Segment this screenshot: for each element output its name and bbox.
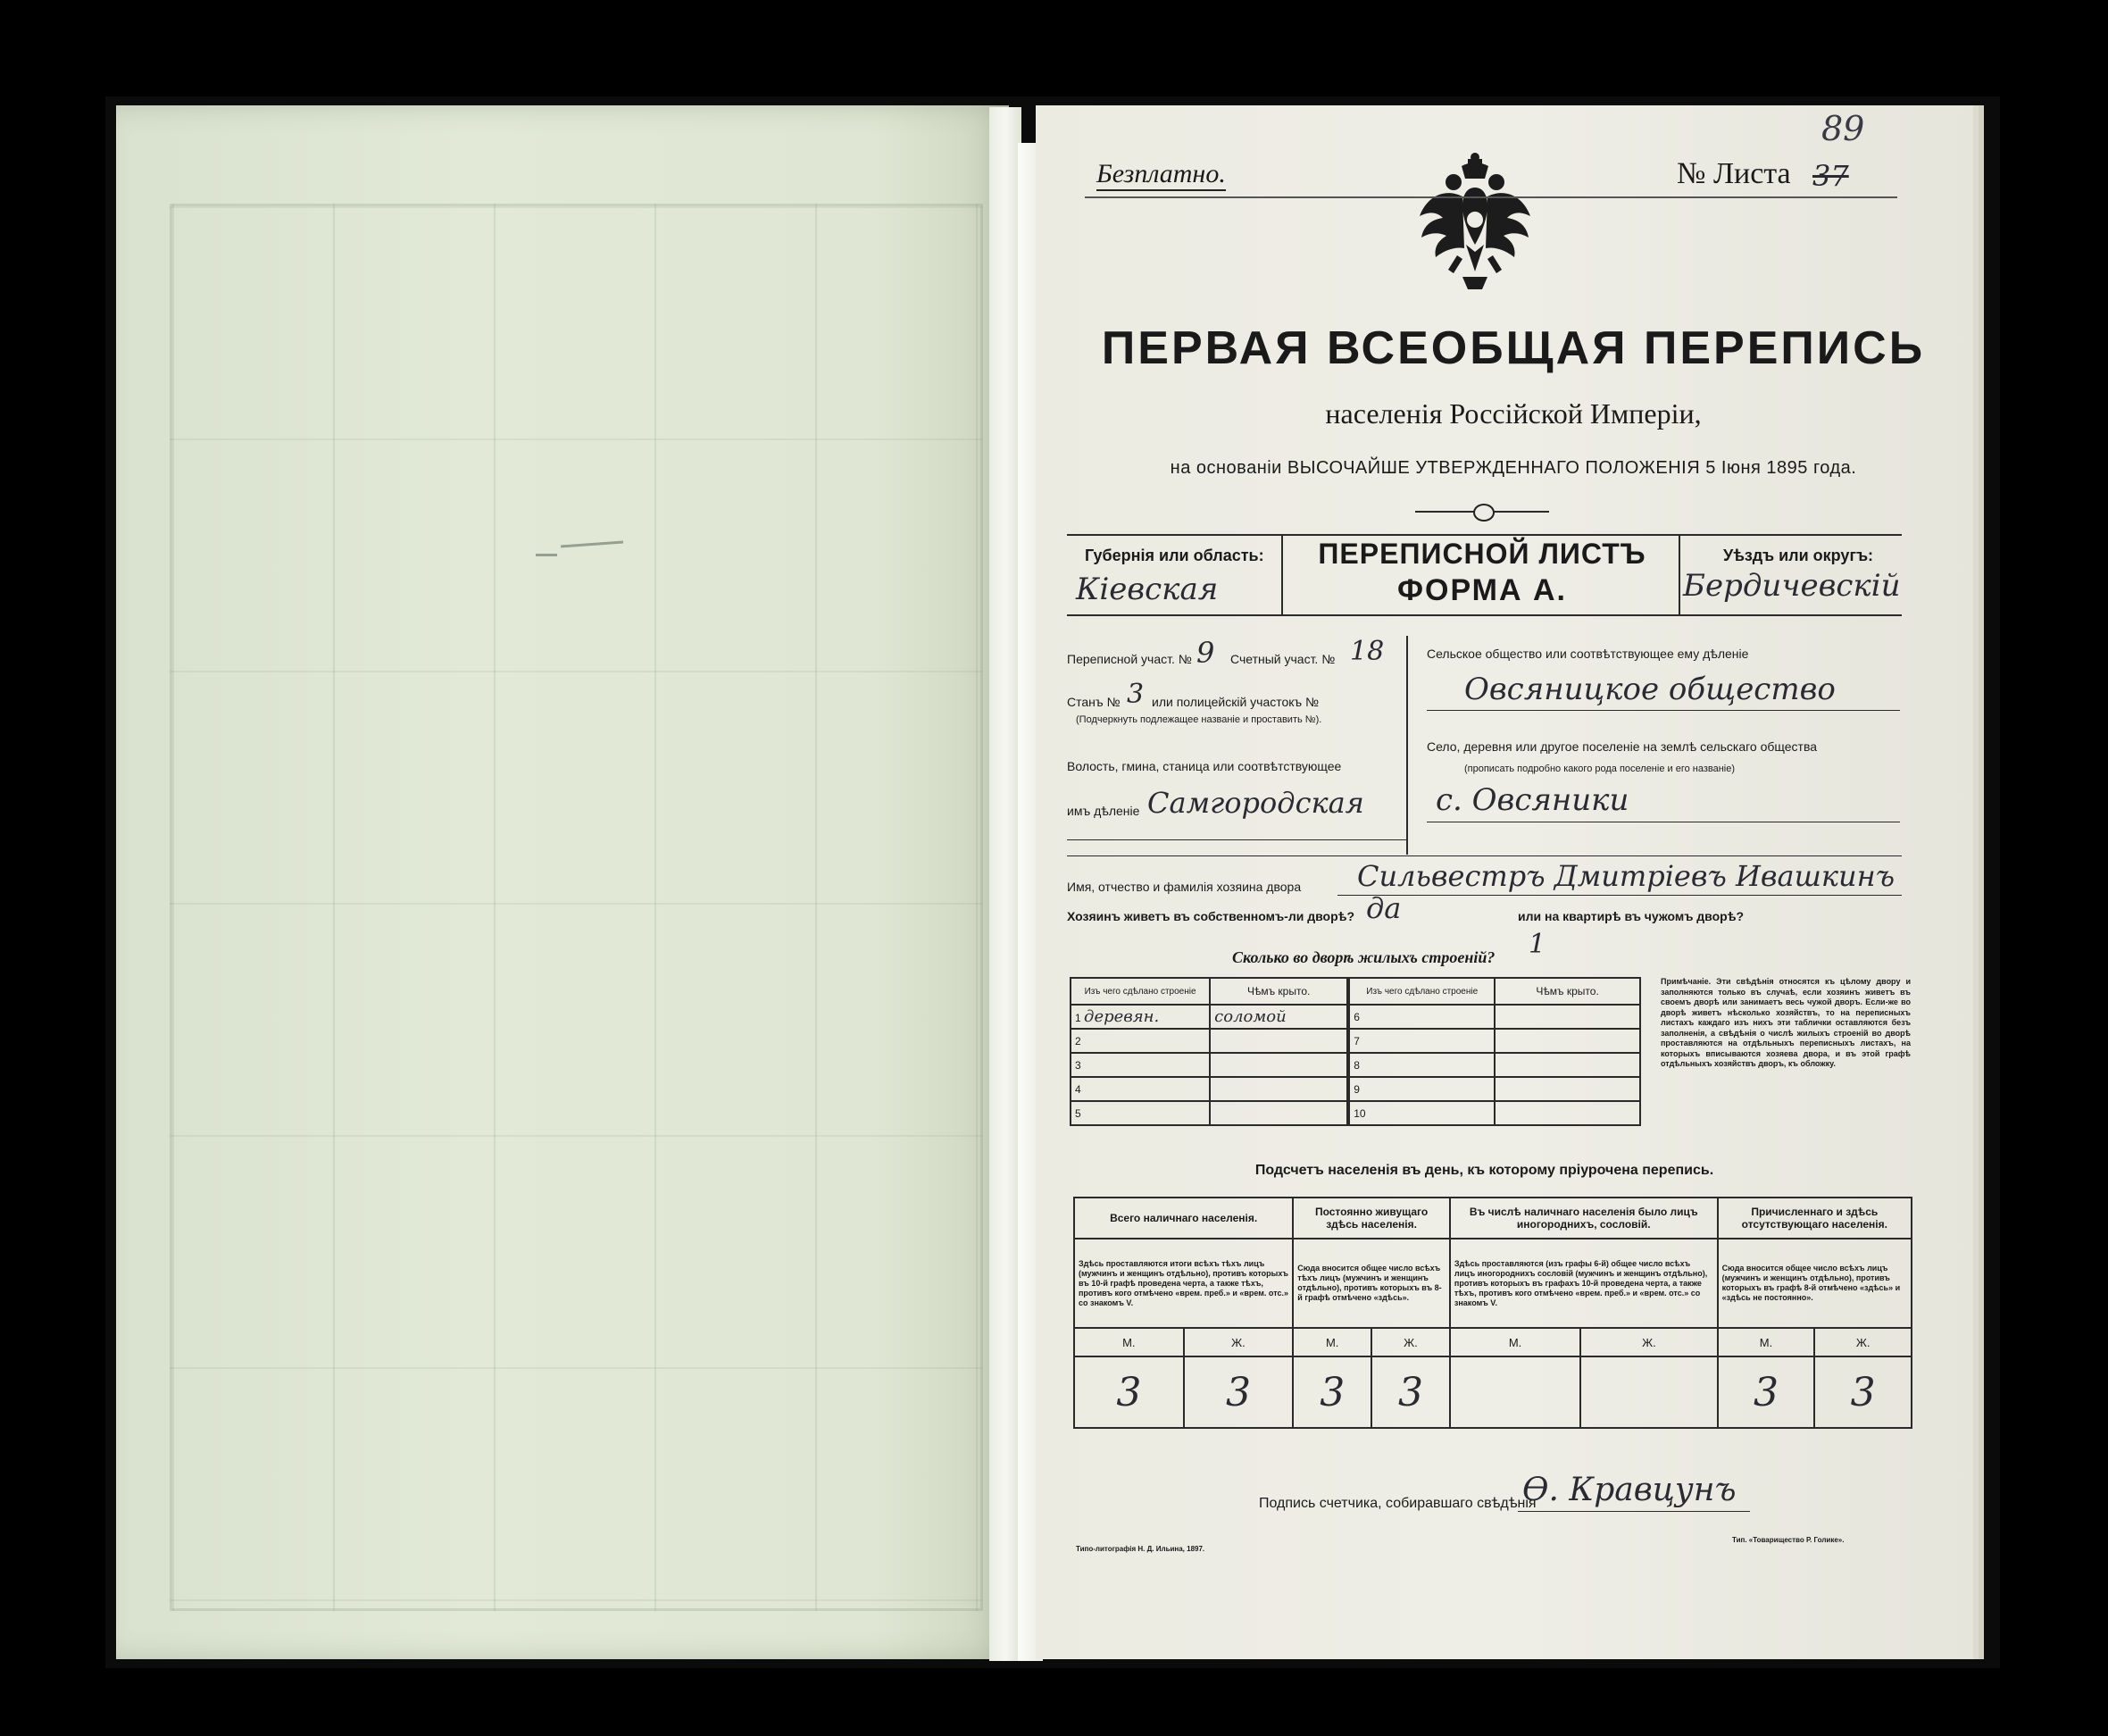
table-cell: 6 bbox=[1348, 1005, 1495, 1029]
volost-line bbox=[1067, 839, 1406, 840]
population-table bbox=[1073, 1197, 1912, 1429]
census-area-label: Переписной участ. № bbox=[1067, 652, 1192, 666]
male-header: М. bbox=[1450, 1328, 1580, 1356]
male-header: М. bbox=[1718, 1328, 1815, 1356]
village-note: (прописать подробно какого рода поселеніе и его названіе) bbox=[1464, 764, 1736, 774]
table-cell bbox=[1210, 1053, 1348, 1077]
form-box-bottom bbox=[1067, 614, 1902, 616]
table-cell: 5 bbox=[1071, 1101, 1210, 1125]
sheet-number-value: 89 bbox=[1821, 109, 1865, 148]
female-count: 3 bbox=[1814, 1356, 1912, 1428]
printer-imprint-left: Типо-литографія Н. Д. Ильина, 1897. bbox=[1076, 1545, 1205, 1553]
province-value: Кіевская bbox=[1076, 572, 1219, 607]
stan-note: (Подчеркнуть подлежащее названіе и проставить №). bbox=[1076, 714, 1322, 725]
group-header: Въ числѣ наличнаго населенія было лицъ иногороднихъ, сословій. bbox=[1450, 1198, 1718, 1239]
counting-area-label: Счетный участ. № bbox=[1230, 652, 1336, 666]
table-cell: соломой bbox=[1210, 1005, 1348, 1029]
table-cell bbox=[1495, 1029, 1640, 1053]
col-material-header-2: Изъ чего сдѣлано строеніе bbox=[1348, 978, 1495, 1005]
col-roof-header-2: Чѣмъ крыто. bbox=[1495, 978, 1640, 1005]
signature-line bbox=[1518, 1511, 1750, 1512]
table-cell: 9 bbox=[1348, 1077, 1495, 1101]
group-description: Сюда вносится общее число всѣхъ лицъ (мужчинъ и женщинъ отдѣльно), противъ которыхъ въ графѣ 8-й отмѣчено «здѣсь» и «здѣсь не постоянно». bbox=[1718, 1239, 1912, 1328]
double-headed-eagle-emblem bbox=[1412, 152, 1537, 304]
table-cell: 10 bbox=[1348, 1101, 1495, 1125]
census-area-value: 9 bbox=[1196, 636, 1215, 670]
census-basis: на основаніи ВЫСОЧАЙШЕ УТВЕРЖДЕННАГО ПОЛОЖЕНІЯ 5 Іюня 1895 года. bbox=[1170, 458, 1857, 478]
ornament bbox=[1473, 504, 1495, 522]
village-label: Село, деревня или другое поселеніе на землѣ сельскаго общества bbox=[1427, 739, 1818, 754]
buildings-table bbox=[1070, 977, 1641, 1126]
sheet-number-struck: 37 bbox=[1812, 159, 1849, 193]
table-cell bbox=[1495, 1053, 1640, 1077]
village-value: с. Овсяники bbox=[1436, 782, 1629, 818]
group-description: Здѣсь проставляются (изъ графы 6-й) общее число всѣхъ лицъ иногороднихъ сословій (мужчинъ и женщинъ отдѣльно), противъ которыхъ въ графахъ 10-й проведена черта, а также тѣхъ, противъ кого отмѣчено «врем. преб.» и «врем. отс.» со знакомъ V. bbox=[1450, 1239, 1718, 1328]
female-count: 3 bbox=[1371, 1356, 1450, 1428]
stan-label: Станъ № bbox=[1067, 695, 1121, 709]
group-header: Постоянно живущаго здѣсь населенія. bbox=[1293, 1198, 1450, 1239]
volost-label: Волость, гмина, станица или соотвѣтствующее bbox=[1067, 759, 1342, 773]
free-label: Безплатно. bbox=[1096, 159, 1226, 191]
male-header: М. bbox=[1074, 1328, 1184, 1356]
table-cell: 1 деревян. bbox=[1071, 1005, 1210, 1029]
owner-value: Сильвестръ Дмитріевъ Ивашкинъ bbox=[1357, 859, 1896, 893]
own-yard-label: Хозяинъ живетъ въ собственномъ-ли дворѣ? bbox=[1067, 909, 1355, 923]
counter-signature: Ѳ. Кравцунъ bbox=[1522, 1472, 1737, 1508]
stan-value: 3 bbox=[1127, 679, 1145, 710]
buildings-value: 1 bbox=[1529, 929, 1546, 960]
society-value: Овсяницкое общество bbox=[1464, 672, 1836, 707]
own-yard-value: да bbox=[1366, 891, 1402, 925]
table-cell: 7 bbox=[1348, 1029, 1495, 1053]
sheet-form-subtitle: ФОРМА А. bbox=[1396, 573, 1568, 607]
buildings-note: Примѣчаніе. Эти свѣдѣнія относятся къ цѣлому двору и заполняются только въ случаѣ, если хозяинъ живетъ въ своемъ дворѣ или занимаетъ весь чужой дворъ. Если-же во дворѣ живетъ нѣсколько хозяйствъ, то на переписныхъ листахъ каждаго изъ нихъ эти таблички оставляются безъ заполненія, а свѣдѣнія о числѣ жилыхъ строеній во дворѣ проставляются на отдѣльныхъ переписныхъ листахъ, на которыхъ вписываются хозяева двора, и въ этой графѣ отдѣльныхъ хозяйствъ дворъ, къ обложку. bbox=[1661, 977, 1911, 1068]
female-header: Ж. bbox=[1371, 1328, 1450, 1356]
col-material-header: Изъ чего сдѣлано строеніе bbox=[1071, 978, 1210, 1005]
census-title: ПЕРВАЯ ВСЕОБЩАЯ ПЕРЕПИСЬ bbox=[1101, 322, 1926, 374]
buildings-label: Сколько во дворѣ жилыхъ строеній? bbox=[1232, 948, 1496, 966]
volost-value: Самгородская bbox=[1147, 786, 1364, 820]
female-header: Ж. bbox=[1580, 1328, 1717, 1356]
male-count bbox=[1450, 1356, 1580, 1428]
form-box-divider bbox=[1281, 534, 1283, 616]
female-count bbox=[1580, 1356, 1717, 1428]
society-line bbox=[1427, 710, 1900, 711]
table-cell: 3 bbox=[1071, 1053, 1210, 1077]
volost-label-2: имъ дѣленіе bbox=[1067, 804, 1140, 818]
female-header: Ж. bbox=[1814, 1328, 1912, 1356]
gutter-strip bbox=[989, 107, 1021, 1661]
left-page bbox=[116, 105, 1009, 1659]
fields-rule bbox=[1067, 855, 1902, 856]
group-description: Сюда вносится общее число всѣхъ тѣхъ лицъ (мужчинъ и женщинъ отдѣльно), противъ которыхъ въ 8-й графѣ отмѣчено «здѣсь». bbox=[1293, 1239, 1450, 1328]
group-header: Всего наличнаго населенія. bbox=[1074, 1198, 1293, 1239]
owner-line bbox=[1337, 895, 1902, 896]
owner-label: Имя, отчество и фамилія хозяина двора bbox=[1067, 880, 1302, 894]
fields-divider bbox=[1406, 636, 1408, 855]
header-rule bbox=[1085, 196, 1897, 198]
table-cell bbox=[1495, 1077, 1640, 1101]
bleed-through-grid bbox=[170, 204, 983, 1611]
population-title: Подсчетъ населенія въ день, къ которому пріурочена перепись. bbox=[1254, 1163, 1714, 1178]
male-count: 3 bbox=[1718, 1356, 1815, 1428]
table-cell: 4 bbox=[1071, 1077, 1210, 1101]
col-roof-header: Чѣмъ крыто. bbox=[1210, 978, 1348, 1005]
stan-rest-label: или полицейскій участокъ № bbox=[1152, 695, 1320, 709]
female-count: 3 bbox=[1184, 1356, 1294, 1428]
district-value: Бердичевскій bbox=[1683, 568, 1901, 604]
printer-imprint-right: Тип. «Товарищество Р. Голике». bbox=[1732, 1536, 1845, 1544]
male-count: 3 bbox=[1074, 1356, 1184, 1428]
male-count: 3 bbox=[1293, 1356, 1371, 1428]
table-cell bbox=[1210, 1077, 1348, 1101]
census-subtitle: населенія Россійской Имперіи, bbox=[1325, 397, 1702, 430]
form-box-divider bbox=[1679, 534, 1680, 616]
table-cell bbox=[1210, 1029, 1348, 1053]
rented-label: или на квартирѣ въ чужомъ дворѣ? bbox=[1518, 909, 1745, 923]
group-description: Здѣсь проставляются итоги всѣхъ тѣхъ лицъ (мужчинъ и женщинъ отдѣльно), противъ которыхъ въ 10-й графѣ проведена черта, а также тѣхъ, противъ кого отмѣчено «врем. преб.» и «врем. отс.» со знакомъ V. bbox=[1074, 1239, 1293, 1328]
form-box-top bbox=[1067, 534, 1902, 536]
society-label: Сельское общество или соотвѣтствующее ему дѣленіе bbox=[1427, 647, 1749, 661]
counting-area-value: 18 bbox=[1350, 636, 1385, 667]
table-cell: 8 bbox=[1348, 1053, 1495, 1077]
district-label: Уѣздъ или округъ: bbox=[1723, 547, 1874, 564]
table-cell bbox=[1210, 1101, 1348, 1125]
ink-speck bbox=[536, 554, 557, 556]
table-cell bbox=[1495, 1005, 1640, 1029]
table-cell bbox=[1495, 1101, 1640, 1125]
sheet-form-title: ПЕРЕПИСНОЙ ЛИСТЪ bbox=[1318, 538, 1646, 570]
province-label: Губернія или область: bbox=[1085, 547, 1264, 564]
table-cell: 2 bbox=[1071, 1029, 1210, 1053]
male-header: М. bbox=[1293, 1328, 1371, 1356]
female-header: Ж. bbox=[1184, 1328, 1294, 1356]
signature-label: Подпись счетчика, собиравшаго свѣдѣнія bbox=[1259, 1496, 1537, 1511]
sheet-number-label: № Листа bbox=[1677, 157, 1791, 190]
group-header: Причисленнаго и здѣсь отсутствующаго населенія. bbox=[1718, 1198, 1912, 1239]
